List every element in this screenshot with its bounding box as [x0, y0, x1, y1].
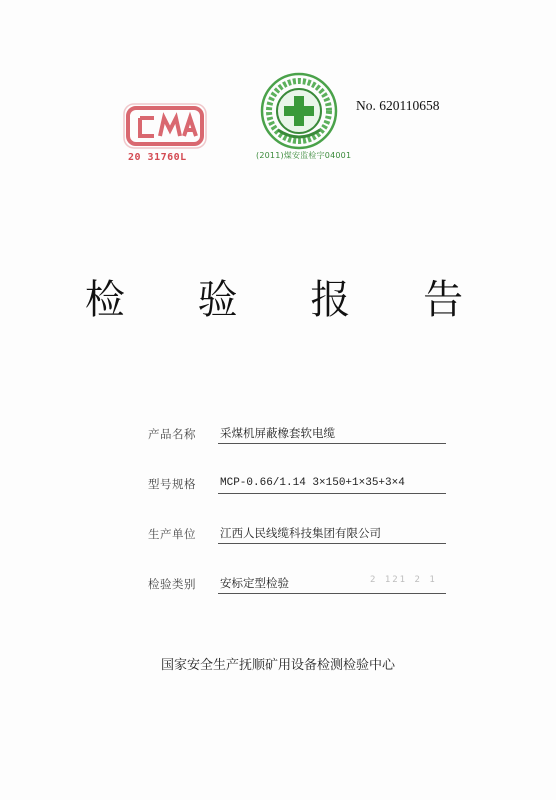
- field-model-spec: [148, 474, 448, 496]
- cma-code: 20 31760L: [128, 152, 187, 163]
- report-title: 检 验 报 告: [84, 277, 494, 323]
- field-manufacturer: [148, 524, 448, 546]
- field-inspection-type: [148, 574, 448, 596]
- safety-seal-icon: [258, 70, 340, 152]
- field-product-name: [148, 424, 448, 446]
- field-value: 安标定型检验: [218, 574, 446, 594]
- report-number: No. 620110658: [356, 98, 440, 113]
- field-value: 采煤机屏蔽橡套软电缆: [218, 424, 446, 444]
- field-label: 生产单位: [148, 527, 196, 541]
- field-label: 型号规格: [148, 477, 196, 491]
- field-label: 产品名称: [148, 427, 196, 441]
- field-label: 检验类别: [148, 577, 196, 591]
- faded-date-stamp: 2 121 2 1: [370, 575, 437, 585]
- field-value: 江西人民线缆科技集团有限公司: [218, 524, 446, 544]
- issuing-authority: 国家安全生产抚顺矿用设备检测检验中心: [160, 658, 395, 673]
- safety-seal-code: (2011)煤安监检字04001: [256, 151, 352, 160]
- field-value: MCP-0.66/1.14 3×150+1×35+3×4: [218, 474, 446, 494]
